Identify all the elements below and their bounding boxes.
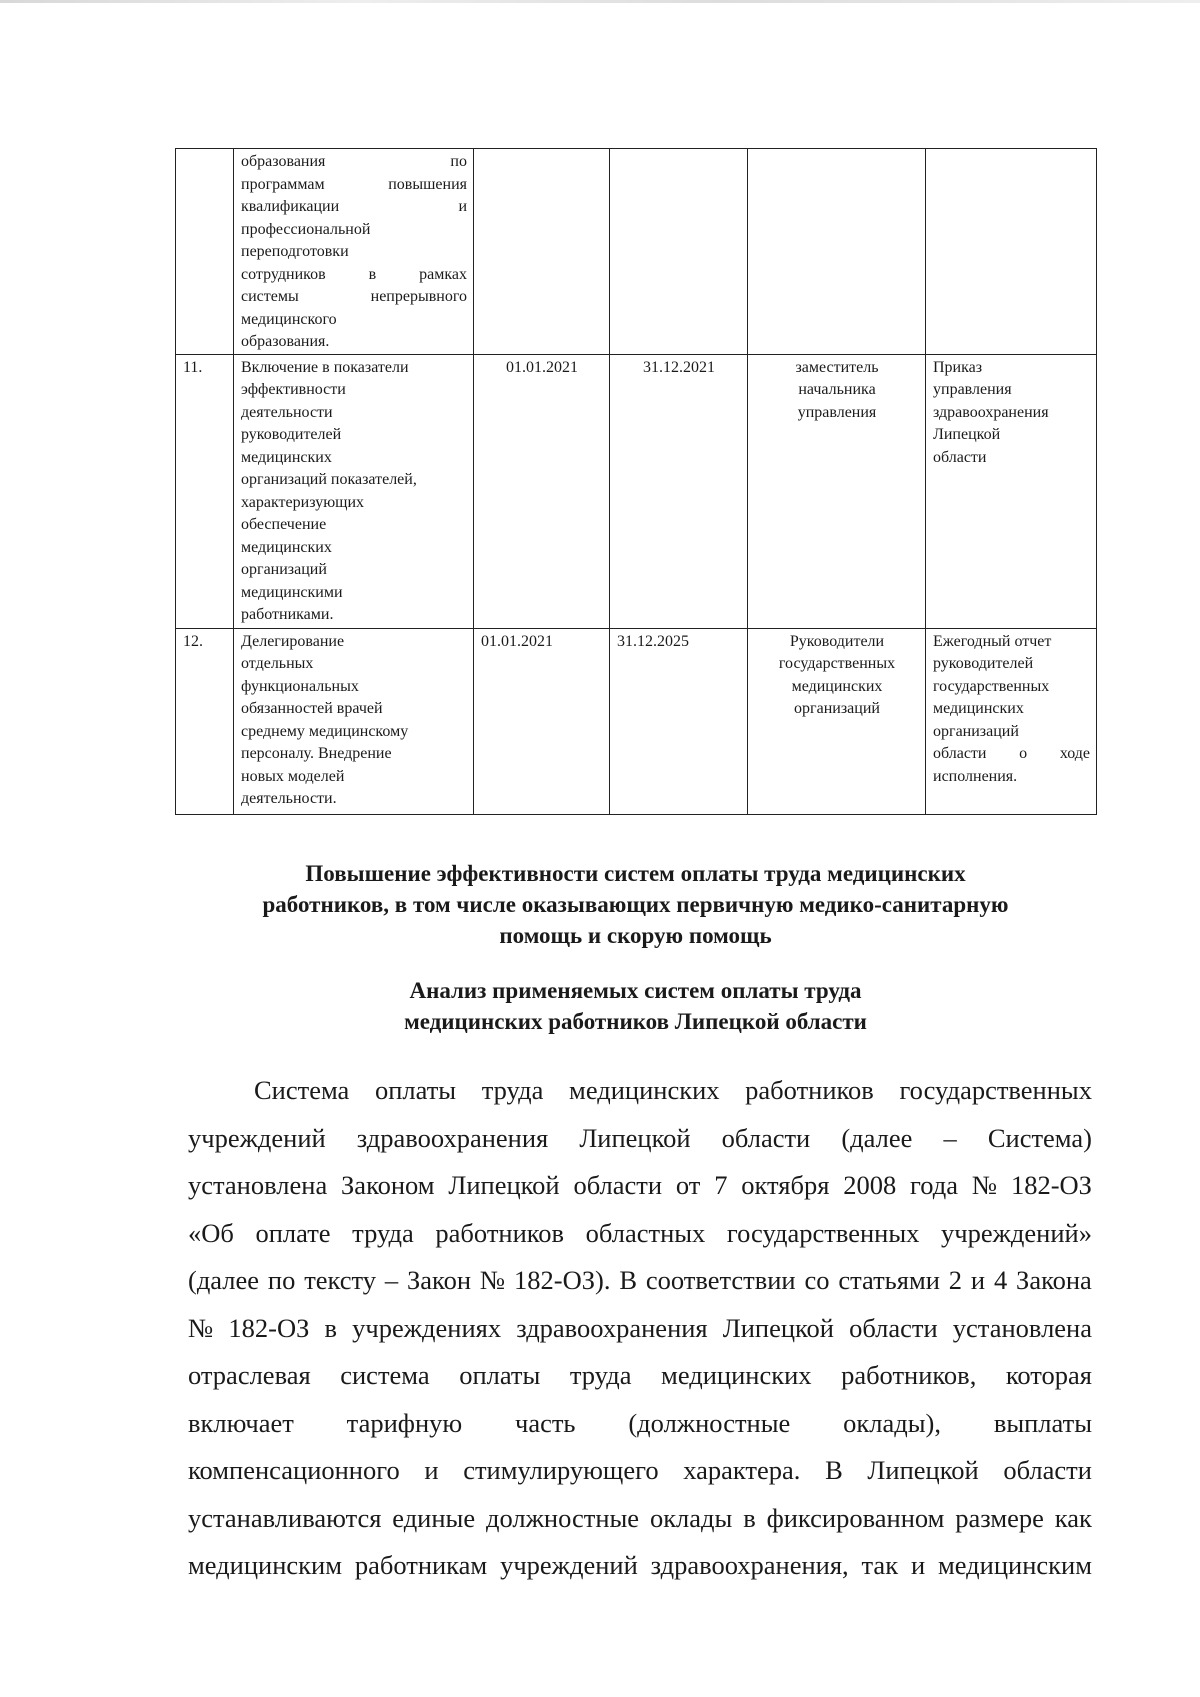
- paragraph-word: от: [675, 1170, 701, 1200]
- paragraph-word: государственных: [899, 1075, 1092, 1105]
- paragraph-word: труда: [481, 1075, 544, 1105]
- paragraph-word: В: [825, 1455, 843, 1485]
- section-heading-line: работников, в том числе оказывающих первичную медико-санитарную: [262, 892, 1009, 917]
- paragraph-word: соответствии: [645, 1265, 796, 1295]
- paragraph-word: стимулирующего: [463, 1455, 659, 1485]
- measure-name-line: квалификации и: [241, 198, 467, 215]
- measure-name-line: руководителей: [241, 426, 342, 443]
- paragraph-word: единые: [392, 1502, 476, 1533]
- document-line: Ежегодный отчет: [933, 632, 1052, 650]
- paragraph-word: труда: [569, 1360, 632, 1390]
- paragraph-word: учреждениях: [352, 1312, 502, 1343]
- paragraph-word: Закона: [1016, 1265, 1092, 1295]
- paragraph-word: 182-ОЗ: [1010, 1170, 1092, 1200]
- paragraph-word: фиксированном: [766, 1502, 945, 1533]
- document-line: государственных: [933, 677, 1050, 695]
- paragraph-word: часть: [515, 1407, 576, 1438]
- paragraph-word: учреждений: [188, 1122, 326, 1153]
- document-line: руководителей: [933, 655, 1034, 672]
- paragraph-word: оклады),: [843, 1407, 941, 1438]
- paragraph-word: №: [971, 1170, 998, 1200]
- measure-name-line: организаций: [241, 561, 327, 578]
- paragraph-word: октября: [741, 1170, 830, 1200]
- section-heading-line: помощь и скорую помощь: [499, 923, 772, 948]
- paragraph-word: оплате: [255, 1217, 331, 1248]
- measure-name-line: персоналу. Внедрение: [241, 745, 392, 762]
- paragraph-word: работникам: [354, 1550, 488, 1580]
- paragraph-word: области: [721, 1122, 811, 1153]
- document-line: Приказ: [933, 358, 983, 376]
- paragraph-line: [188, 1210, 1092, 1258]
- paragraph-line: [188, 1352, 1092, 1400]
- measure-name-line: характеризующих: [241, 493, 365, 511]
- paragraph-word: 2: [948, 1265, 963, 1295]
- responsible-line: организаций: [794, 700, 880, 717]
- paragraph-word: медицинских: [661, 1360, 812, 1390]
- paragraph-word: Система): [987, 1122, 1092, 1153]
- measure-name-line: образования по: [241, 153, 467, 170]
- measure-name-line: обеспечение: [241, 516, 327, 533]
- paragraph-word: области: [573, 1170, 663, 1200]
- paragraph-word: в: [324, 1312, 338, 1343]
- measure-name-line: профессиональной: [241, 220, 371, 238]
- paragraph-word: медицинским: [188, 1550, 342, 1580]
- paragraph-word: оплаты: [374, 1075, 457, 1105]
- document-line: организаций: [933, 722, 1019, 740]
- measure-name-line: среднему медицинскому: [241, 722, 409, 740]
- paragraph-word: которая: [1005, 1360, 1092, 1390]
- paragraph-line: [188, 1447, 1092, 1495]
- paragraph-word: государственных: [726, 1217, 920, 1248]
- paragraph-word: Липецкой: [867, 1455, 979, 1485]
- responsible-cell: [748, 354, 926, 628]
- paragraph-word: Законом: [341, 1170, 435, 1200]
- document-line: медицинских: [933, 700, 1024, 717]
- paragraph-line: [188, 1115, 1092, 1163]
- paragraph-line: [188, 1067, 1092, 1115]
- measure-name-line: программам повышения: [241, 175, 467, 193]
- paragraph-word: устанавливаются: [188, 1502, 382, 1533]
- paragraph-word: труда: [352, 1217, 414, 1248]
- subsection-heading-line: Анализ применяемых систем оплаты труда: [409, 978, 862, 1003]
- paragraph-word: работников: [435, 1217, 565, 1248]
- paragraph-word: 4: [993, 1265, 1008, 1295]
- scan-edge: [0, 0, 1200, 3]
- paragraph-word: установлена: [952, 1312, 1092, 1343]
- document-cell: [926, 628, 1097, 814]
- document-line: Липецкой: [933, 426, 1001, 443]
- paragraph-word: медицинским: [937, 1550, 1092, 1580]
- responsible-line: государственных: [778, 655, 896, 672]
- paragraph-word: отраслевая: [188, 1360, 311, 1390]
- measure-name-line: системы непрерывного: [241, 288, 467, 305]
- paragraph-word: «Об: [188, 1217, 234, 1248]
- document-line: здравоохранения: [933, 403, 1049, 421]
- subsection-heading: [175, 975, 1096, 1037]
- paragraph-word: –: [384, 1265, 399, 1295]
- paragraph-word: работников,: [841, 1360, 977, 1390]
- paragraph-word: области: [849, 1312, 938, 1343]
- paragraph-word: года: [910, 1170, 958, 1200]
- measure-name-line: медицинских: [241, 538, 332, 556]
- row-number-cell: 11.: [176, 354, 234, 628]
- measure-name-line: Делегирование: [241, 632, 345, 650]
- paragraph-word: Липецкой: [448, 1170, 560, 1200]
- paragraph-word: оплаты: [459, 1360, 541, 1390]
- paragraph-word: со: [804, 1265, 830, 1295]
- paragraph-word: В: [619, 1265, 638, 1295]
- paragraph-line: [188, 1257, 1092, 1305]
- measure-name-line: деятельности.: [241, 790, 337, 807]
- paragraph-word: включает: [188, 1407, 294, 1438]
- body-paragraph: [188, 1067, 1092, 1590]
- paragraph-word: должностные: [485, 1502, 640, 1533]
- measure-name-cell: [234, 149, 474, 355]
- paragraph-word: здравоохранения,: [650, 1550, 849, 1580]
- document-line: исполнения.: [933, 767, 1018, 785]
- measures-table: [175, 148, 1097, 815]
- paragraph-word: учреждений»: [941, 1217, 1092, 1248]
- start-date-cell: 01.01.2021: [474, 628, 610, 814]
- paragraph-word: №: [188, 1312, 214, 1343]
- start-date-cell: 01.01.2021: [474, 354, 610, 628]
- paragraph-word: система: [340, 1360, 430, 1390]
- paragraph-word: и: [910, 1550, 926, 1580]
- table-row: [176, 149, 1097, 355]
- paragraph-word: работников: [745, 1075, 874, 1105]
- document-line: управления: [933, 381, 1012, 398]
- measure-name-line: переподготовки: [241, 243, 349, 260]
- measure-name-line: эффективности: [241, 381, 346, 398]
- paragraph-word: 182-ОЗ).: [514, 1265, 611, 1295]
- table-row: [176, 354, 1097, 628]
- start-date-cell: [474, 149, 610, 355]
- responsible-cell: [748, 628, 926, 814]
- paragraph-word: и: [970, 1265, 986, 1295]
- measure-name-line: новых моделей: [241, 767, 345, 785]
- paragraph-line: [188, 1495, 1092, 1543]
- measure-name-line: деятельности: [241, 403, 333, 421]
- measure-name-line: медицинскими: [241, 583, 343, 601]
- measure-name-line: медицинских: [241, 448, 332, 466]
- paragraph-word: (должностные: [628, 1407, 791, 1438]
- paragraph-word: тексту: [304, 1265, 377, 1295]
- paragraph-word: тарифную: [346, 1407, 463, 1438]
- row-number-cell: [176, 149, 234, 355]
- paragraph-word: и: [424, 1455, 439, 1485]
- measure-name-line: сотрудников в рамках: [241, 265, 467, 283]
- measure-name-line: обязанностей врачей: [241, 700, 383, 717]
- measure-name-line: функциональных: [241, 677, 359, 695]
- section-heading-line: Повышение эффективности систем оплаты труда медицинских: [305, 861, 966, 886]
- paragraph-word: медицинских: [569, 1075, 720, 1105]
- document-line: области: [933, 448, 987, 466]
- paragraph-word: в: [743, 1502, 756, 1533]
- responsible-line: Руководители: [789, 632, 885, 650]
- paragraph-word: Липецкой: [722, 1312, 834, 1343]
- measure-name-line: отдельных: [241, 655, 314, 672]
- document-line: области о ходе: [933, 745, 1090, 762]
- paragraph-word: учреждений: [500, 1550, 638, 1580]
- responsible-line: начальника: [798, 381, 876, 398]
- paragraph-word: выплаты: [993, 1407, 1092, 1438]
- paragraph-word: Система: [254, 1075, 350, 1105]
- paragraph-word: здравоохранения: [516, 1312, 708, 1343]
- measure-name-line: медицинского: [241, 310, 337, 328]
- paragraph-line: [188, 1400, 1092, 1448]
- paragraph-word: №: [479, 1265, 506, 1295]
- paragraph-word: (далее: [188, 1265, 260, 1295]
- end-date-cell: [610, 149, 748, 355]
- paragraph-word: статьями: [838, 1265, 940, 1295]
- paragraph-word: оклады: [649, 1502, 733, 1533]
- paragraph-line: [188, 1162, 1092, 1210]
- document-cell: [926, 149, 1097, 355]
- paragraph-line: [188, 1542, 1092, 1590]
- paragraph-word: области: [1003, 1455, 1092, 1485]
- paragraph-word: 2008: [843, 1170, 897, 1200]
- table-row: [176, 628, 1097, 814]
- responsible-line: медицинских: [791, 677, 883, 695]
- paragraph-word: 182-ОЗ: [228, 1312, 310, 1343]
- end-date-cell: 31.12.2025: [610, 628, 748, 814]
- row-number-cell: 12.: [176, 628, 234, 814]
- paragraph-word: по: [267, 1265, 296, 1295]
- paragraph-word: (далее: [841, 1122, 913, 1153]
- measure-name-line: работниками.: [241, 606, 334, 623]
- paragraph-word: компенсационного: [188, 1455, 400, 1485]
- paragraph-word: так: [861, 1550, 899, 1580]
- measure-name-line: организаций показателей,: [241, 471, 417, 488]
- paragraph-word: –: [943, 1122, 957, 1153]
- subsection-heading-line: медицинских работников Липецкой области: [404, 1009, 867, 1034]
- end-date-cell: 31.12.2021: [610, 354, 748, 628]
- responsible-line: заместитель: [795, 358, 879, 376]
- measure-name-cell: [234, 354, 474, 628]
- paragraph-word: областных: [585, 1217, 706, 1248]
- paragraph-word: здравоохранения: [356, 1122, 549, 1153]
- paragraph-word: Липецкой: [579, 1122, 691, 1153]
- paragraph-word: установлена: [188, 1170, 328, 1200]
- measure-name-cell: [234, 628, 474, 814]
- measure-name-line: образования.: [241, 333, 330, 350]
- paragraph-word: Закон: [407, 1265, 471, 1295]
- paragraph-word: как: [1054, 1502, 1092, 1533]
- paragraph-line: [188, 1305, 1092, 1353]
- measure-name-line: Включение в показатели: [241, 358, 409, 376]
- paragraph-word: 7: [714, 1170, 728, 1200]
- paragraph-word: характера.: [683, 1455, 801, 1485]
- section-heading: [175, 858, 1096, 951]
- paragraph-word: размере: [955, 1502, 1044, 1533]
- responsible-cell: [748, 149, 926, 355]
- document-cell: [926, 354, 1097, 628]
- responsible-line: управления: [797, 403, 877, 421]
